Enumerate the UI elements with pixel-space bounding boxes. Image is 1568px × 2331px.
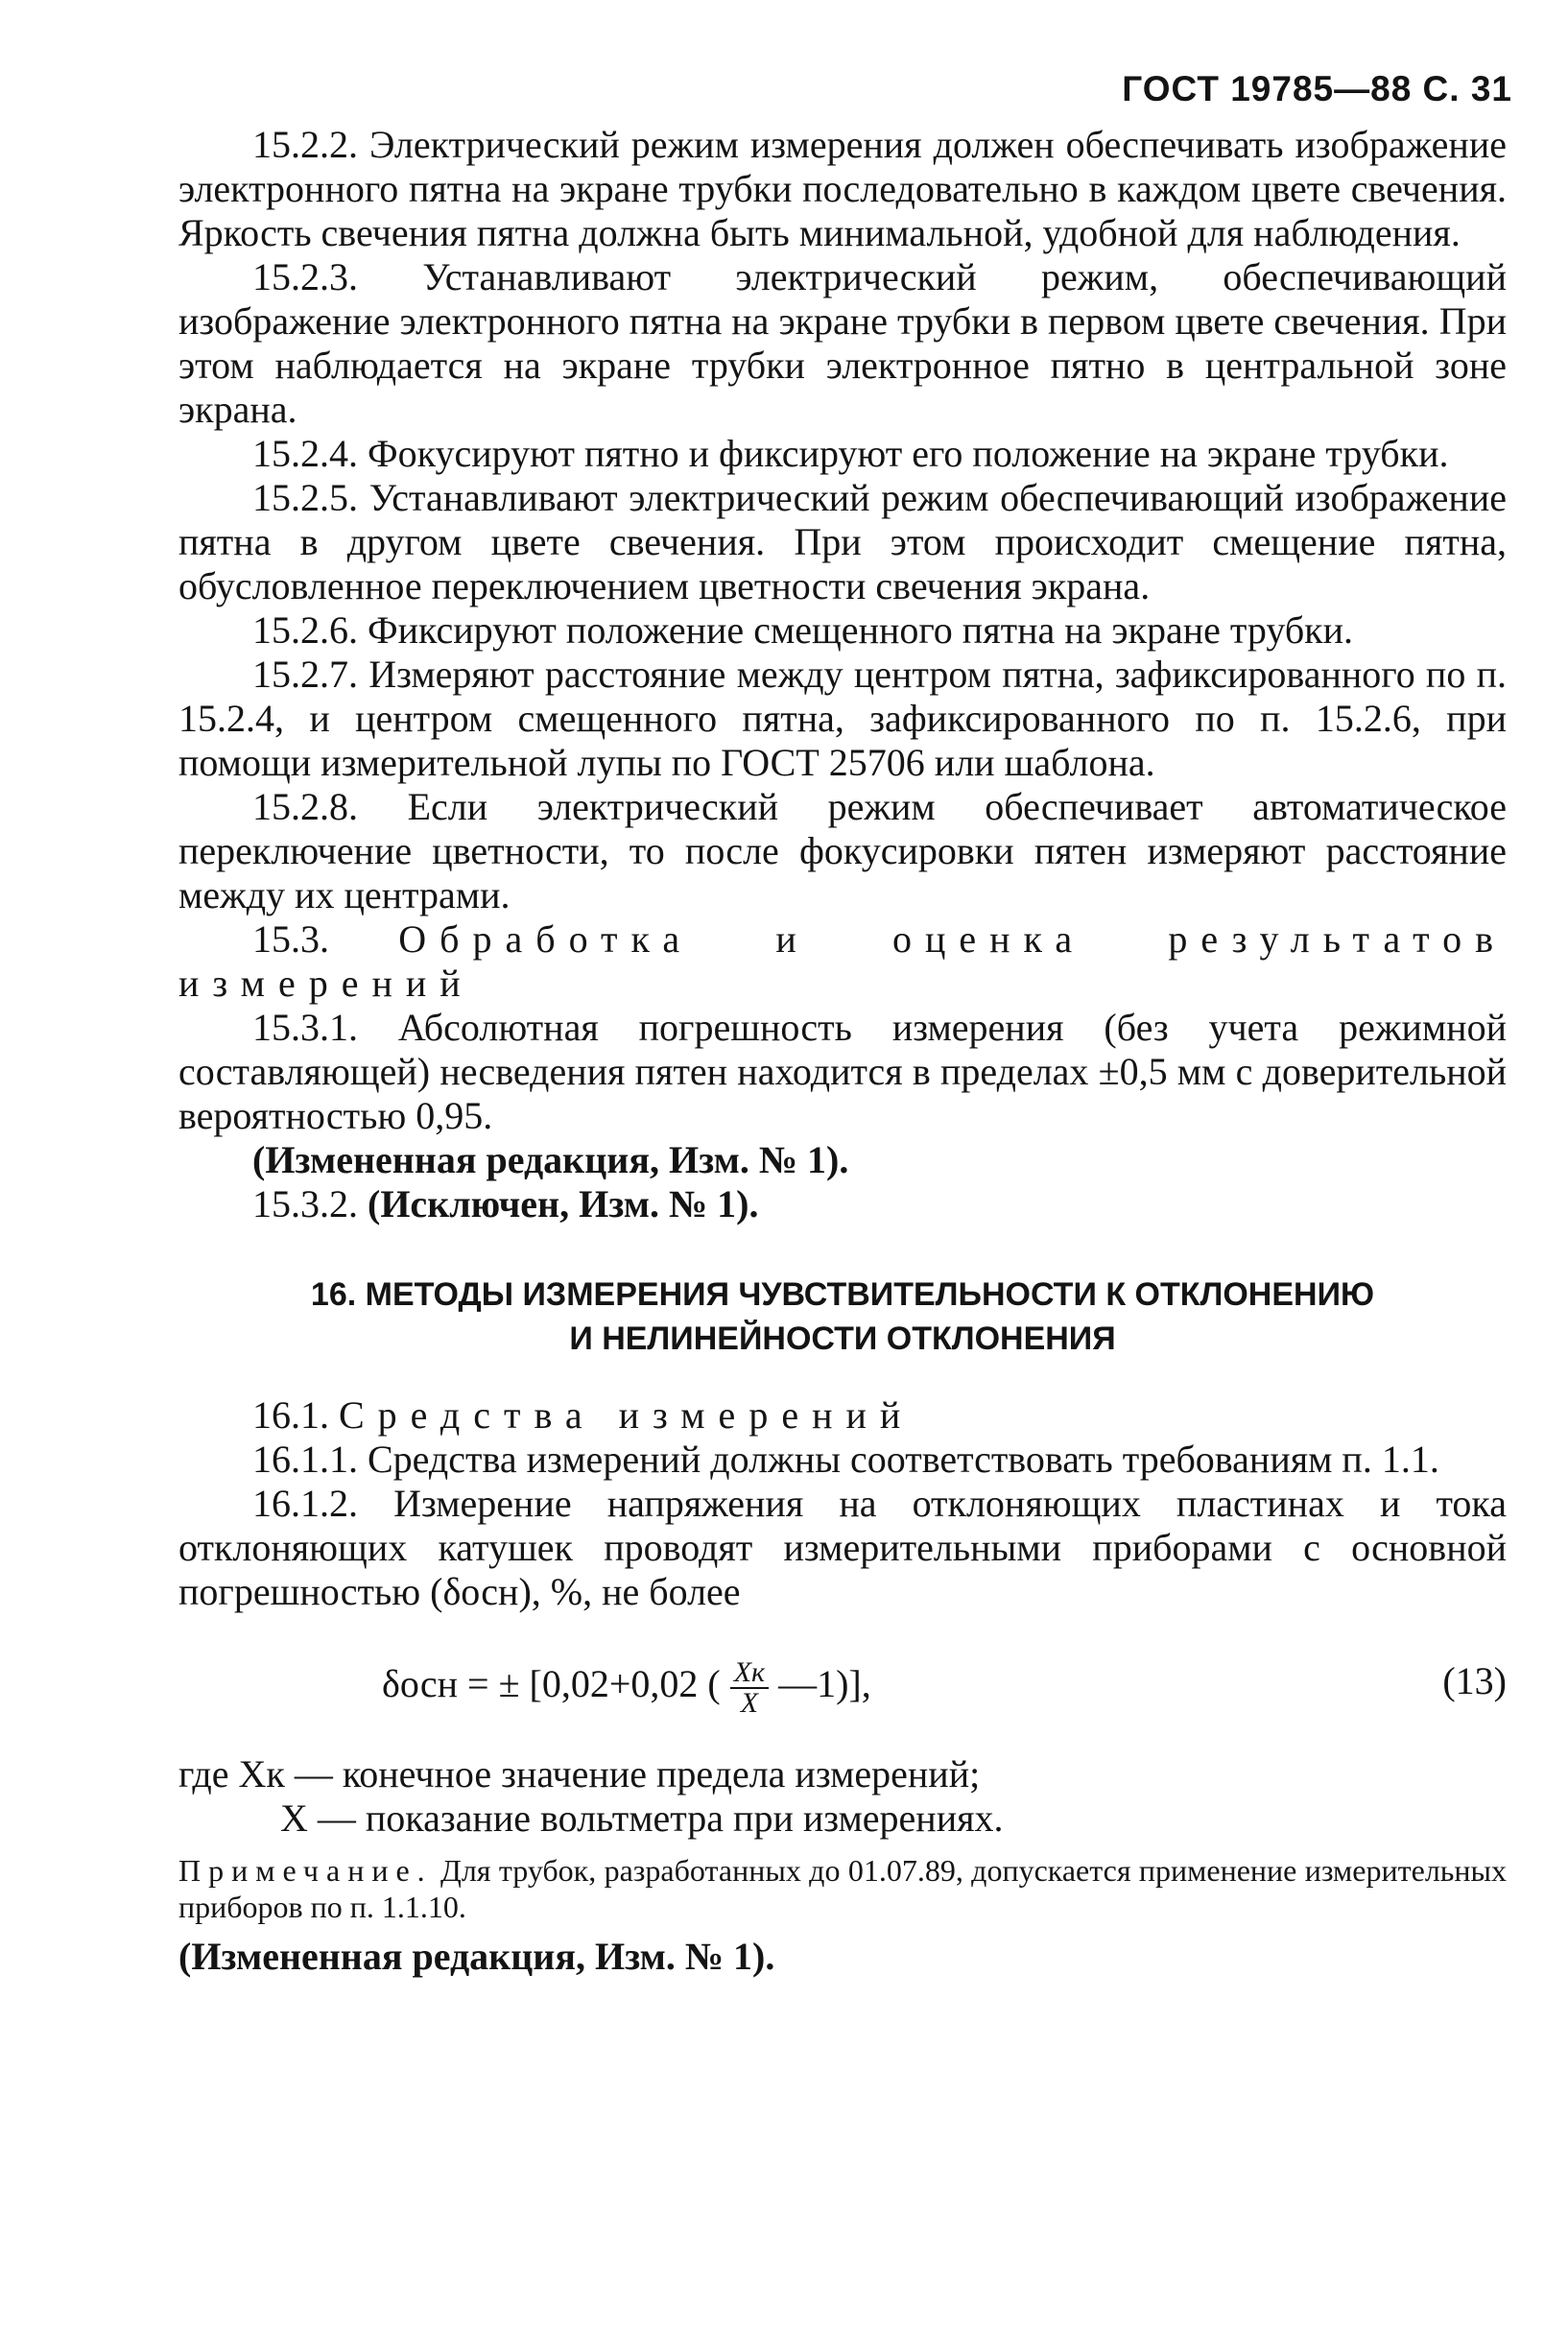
paragraph-16-1-1: 16.1.1. Средства измерений должны соответствовать требованиям п. 1.1. (252, 1438, 1439, 1481)
legend-line-1: где Xк — конечное значение предела измерений; (178, 1752, 981, 1796)
paragraph-15-3-2 (178, 1182, 1507, 1226)
formula-number: (13) (1442, 1659, 1507, 1702)
paragraph-16-1-2: 16.1.2. Измерение напряжения на отклоняющих пластинах и тока отклоняющих катушек проводят измерительными приборами с основной погрешностью (δосн), %, не более (178, 1482, 1507, 1613)
formula-legend (178, 1752, 1507, 1841)
paragraph-15-2-8: 15.2.8. Если электрический режим обеспечивает автоматическое переключение цветности, то после фокусировки пятен измеряют расстояние между их центрами. (178, 785, 1507, 916)
subsection-number: 16.1. (252, 1393, 329, 1437)
amendment-note: (Измененная редакция, Изм. № 1). (252, 1138, 849, 1181)
note-block (178, 1852, 1507, 1925)
page-header: ГОСТ 19785—88 С. 31 (1122, 69, 1512, 108)
formula-rhs: —1)], (778, 1662, 871, 1706)
paragraph-15-2-7: 15.2.7. Измеряют расстояние между центром пятна, зафиксированного по п. 15.2.4, и центром смещенного пятна, зафиксированного по п. 15.2.6, при помощи измерительной лупы по ГОСТ 25706 или шаблона. (178, 653, 1507, 784)
subsection-16-1 (178, 1393, 1507, 1438)
paragraph-15-2-6: 15.2.6. Фиксируют положение смещенного пятна на экране трубки. (252, 608, 1354, 652)
formula-13 (178, 1633, 1507, 1739)
note-label: Примечание. (178, 1853, 433, 1888)
subsection-title: Обработка и оценка результатов измерений (178, 917, 1507, 1005)
document-body (178, 123, 1507, 1979)
fraction-numerator: Xк (730, 1658, 769, 1689)
fraction-denominator: X (740, 1687, 759, 1719)
subsection-title: Средства измерений (339, 1393, 915, 1437)
excluded-note: (Исключен, Изм. № 1). (368, 1182, 759, 1225)
paragraph-15-2-5: 15.2.5. Устанавливают электрический режим обеспечивающий изображение пятна в другом цвете свечения. При этом происходит смещение пятна, обусловленное переключением цветности свечения экрана. (178, 476, 1507, 607)
formula-fraction (730, 1658, 769, 1718)
formula-expression (382, 1658, 871, 1718)
subsection-15-3 (178, 917, 1507, 1006)
section-title (178, 1273, 1507, 1361)
section-title-line-1: 16. МЕТОДЫ ИЗМЕРЕНИЯ ЧУВСТВИТЕЛЬНОСТИ К ОТКЛОНЕНИЮ (310, 1276, 1375, 1313)
section-title-line-2: И НЕЛИНЕЙНОСТИ ОТКЛОНЕНИЯ (569, 1320, 1116, 1357)
subsection-number: 15.3. (252, 917, 329, 961)
paragraph-15-2-3: 15.2.3. Устанавливают электрический режим, обеспечивающий изображение электронного пятна на экране трубки в первом цвете свечения. При этом наблюдается на экране трубки электронное пятно в центральной зоне экрана. (178, 255, 1507, 431)
note-text: Для трубок, разработанных до 01.07.89, допускается применение измерительных приборов по п. 1.1.10. (178, 1853, 1508, 1924)
paragraph-15-2-4: 15.2.4. Фокусируют пятно и фиксируют его положение на экране трубки. (252, 432, 1449, 475)
formula-lhs: δосн = ± [0,02+0,02 ( (382, 1662, 721, 1706)
paragraph-15-2-2: 15.2.2. Электрический режим измерения должен обеспечивать изображение электронного пятна на экране трубки последовательно в каждом цвете свечения. Яркость свечения пятна должна быть минимальной, удобной для наблюдения. (178, 123, 1507, 254)
legend-line-2: X — показание вольтметра при измерениях. (280, 1796, 1004, 1840)
paragraph-number: 15.3.2. (252, 1182, 358, 1225)
paragraph-15-3-1: 15.3.1. Абсолютная погрешность измерения (без учета режимной составляющей) несведения пятен находится в пределах ±0,5 мм с доверительной вероятностью 0,95. (178, 1006, 1507, 1137)
final-amendment: (Измененная редакция, Изм. № 1). (178, 1935, 775, 1978)
